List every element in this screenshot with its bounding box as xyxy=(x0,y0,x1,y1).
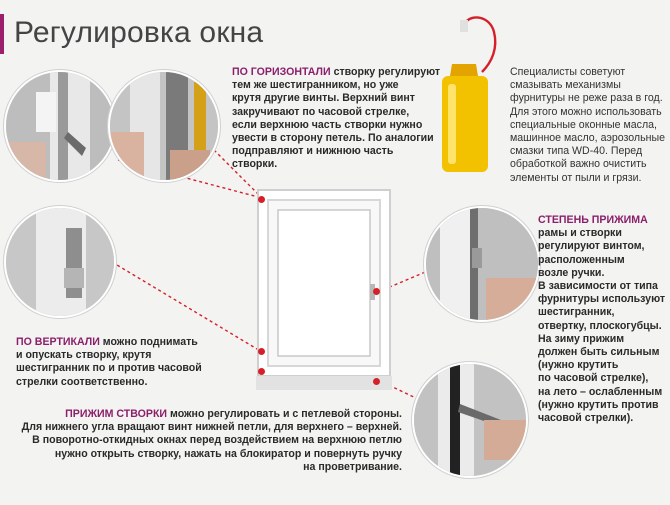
photo-hinge-bottom xyxy=(4,206,116,318)
horizontal-text: ПО ГОРИЗОНТАЛИ створку регулируют тем же шестигранником, но уже крутя другие винты. Верхний винт закручивают по часовой стрелке, если верхнюю часть створки нужно увести в сторону петель. По аналогии подправляют и нижнюю часть створки. xyxy=(232,66,441,171)
clamp-heading: ПРИЖИМ СТВОРКИ xyxy=(65,408,168,420)
vertical-text: ПО ВЕРТИКАЛИ можно поднимать и опускать створку, крутя шестигранник по и против часовой стрелки соответственно. xyxy=(16,336,202,388)
oil-text: Специалисты советуют смазывать механизмы фурнитуры не реже раза в год. Для этого можно использовать специальные оконные масла, машинное масло, аэрозольные смазки типа WD-40. Перед обработкой важно очистить элементы от пыли и грязи. xyxy=(510,66,665,184)
marker-dot xyxy=(258,196,265,203)
pressure-heading: СТЕПЕНЬ ПРИЖИМА xyxy=(538,214,648,226)
horizontal-heading: ПО ГОРИЗОНТАЛИ xyxy=(232,66,331,78)
page-title: Регулировка окна xyxy=(14,16,264,49)
marker-dot xyxy=(373,378,380,385)
photo-hinge-top xyxy=(4,70,116,182)
photo-screwdriver xyxy=(108,70,220,182)
clamp-text: ПРИЖИМ СТВОРКИ можно регулировать и с петлевой стороны. Для нижнего угла вращают винт нижней петли, для верхнего – верхней. В поворотно-откидных окнах перед воздействием на верхнюю петлю нужно открыть створку, нажать на блокиратор и повернуть ручку на проветривание. xyxy=(21,408,402,473)
photo-handle-adjust xyxy=(424,206,540,322)
marker-dot xyxy=(258,348,265,355)
marker-dot xyxy=(258,368,265,375)
marker-dot xyxy=(373,288,380,295)
photo-clamp-hinge xyxy=(412,362,528,478)
pressure-text: СТЕПЕНЬ ПРИЖИМА рамы и створки регулируют винтом, расположенным возле ручки. В зависимости от типа фурнитуры используют шестигранник, отвертку, плоскогубцы. На зиму прижим должен быть сильным (нужно крутить по часовой стрелке), на лето – ослабленным (нужно крутить против часовой стрелки). xyxy=(538,214,670,425)
window-illustration xyxy=(256,188,392,398)
vertical-heading: ПО ВЕРТИКАЛИ xyxy=(16,336,100,348)
